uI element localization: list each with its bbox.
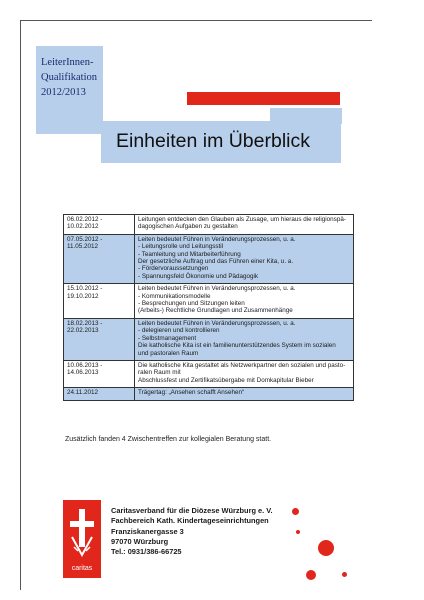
red-accent-bar [187, 92, 340, 105]
decor-dot [306, 570, 316, 580]
content-line: ralen Raum mit [138, 369, 181, 377]
qualification-line-2: Qualifikation [41, 72, 97, 83]
org-phone: Tel.: 0931/386-66725 [111, 547, 182, 557]
content-line: Abschlussfest und Zertifikatsübergabe mit Domkapitular Bieber [138, 376, 314, 384]
content-cell [135, 318, 354, 360]
date-cell: 24.11.2012 [64, 388, 135, 400]
qualification-line-1: LeiterInnen- [41, 57, 94, 68]
table-row [64, 318, 354, 360]
content-line: - Teamleitung und Mitarbeiterführung [138, 250, 241, 258]
decor-dot [296, 530, 300, 534]
content-cell [135, 215, 354, 235]
qualification-line-3: 2012/2013 [41, 87, 86, 98]
table-row [64, 388, 354, 400]
footnote: Zusätzlich fanden 4 Zwischentreffen zur kollegialen Beratung statt. [65, 436, 272, 443]
content-line: - Leitungsrolle und Leitungsstil [138, 243, 224, 251]
frame-top-line [20, 20, 372, 21]
decor-dot [292, 508, 299, 515]
content-cell [135, 360, 354, 387]
org-city: 97070 Würzburg [111, 536, 169, 546]
content-line: Der gesetzliche Auftrag und das Führen einer Kita, u. a. [138, 258, 294, 266]
content-line: - Spannungsfeld Ökonomie und Pädagogik [138, 272, 259, 280]
content-line: Die katholische Kita ist ein familienunterstützendes System im sozialen [138, 342, 336, 350]
content-line: - Fördervoraussetzungen [138, 265, 209, 273]
qualification-label [41, 55, 97, 100]
date-cell: 07.05.2012 - 11.05.2012 [64, 234, 135, 283]
content-cell [135, 284, 354, 319]
content-line: - Kommunikationsmodelle [138, 292, 211, 300]
organization-address [111, 506, 273, 557]
content-line: - delegieren und kontrollieren [138, 327, 220, 335]
table-row [64, 360, 354, 387]
date-cell: 06.02.2012 - 10.02.2012 [64, 215, 135, 235]
content-line: und pastoralen Raum [138, 349, 199, 357]
content-line: (Arbeits-) Rechtliche Grundlagen und Zusammenhänge [138, 307, 293, 315]
content-line: Die katholische Kita gestaltet als Netzwerkpartner den sozialen und pasto- [138, 361, 346, 369]
content-cell [135, 388, 354, 400]
date-cell: 18.02.2013 - 22.02.2013 [64, 318, 135, 360]
org-name: Caritasverband für die Diözese Würzburg e. V. [111, 506, 273, 515]
content-line: Trägertag: „Ansehen schafft Ansehen“ [138, 389, 245, 397]
content-line: - Selbstmanagement [138, 334, 197, 342]
content-line: Leiten bedeutet Führen in Veränderungsprozessen, u. a. [138, 319, 296, 327]
caritas-logo-text: caritas [71, 565, 93, 572]
date-cell: 10.06.2013 - 14.06.2013 [64, 360, 135, 387]
decor-dot [342, 572, 347, 577]
table-row [64, 215, 354, 235]
org-street: Franziskanergasse 3 [111, 526, 184, 536]
caritas-cross-icon [68, 507, 96, 563]
content-line: dagogischen Aufgaben zu gestalten [138, 223, 238, 231]
table-row [64, 234, 354, 283]
date-cell: 15.10.2012 - 19.10.2012 [64, 284, 135, 319]
page-title: Einheiten im Überblick [116, 130, 311, 152]
content-line: Leiten bedeutet Führen in Veränderungsprozessen, u. a. [138, 285, 296, 293]
decor-dot [318, 540, 334, 556]
table-row [64, 284, 354, 319]
content-cell [135, 234, 354, 283]
content-line: Leiten bedeutet Führen in Veränderungsprozessen, u. a. [138, 235, 296, 243]
frame-left-line [20, 20, 21, 590]
org-department: Fachbereich Kath. Kindertageseinrichtungen [111, 516, 269, 526]
schedule-table [63, 214, 354, 401]
content-line: Leitungen entdecken den Glauben als Zusage, um hieraus die religionspä- [138, 216, 346, 223]
content-line: - Besprechungen und Sitzungen leiten [138, 300, 245, 308]
